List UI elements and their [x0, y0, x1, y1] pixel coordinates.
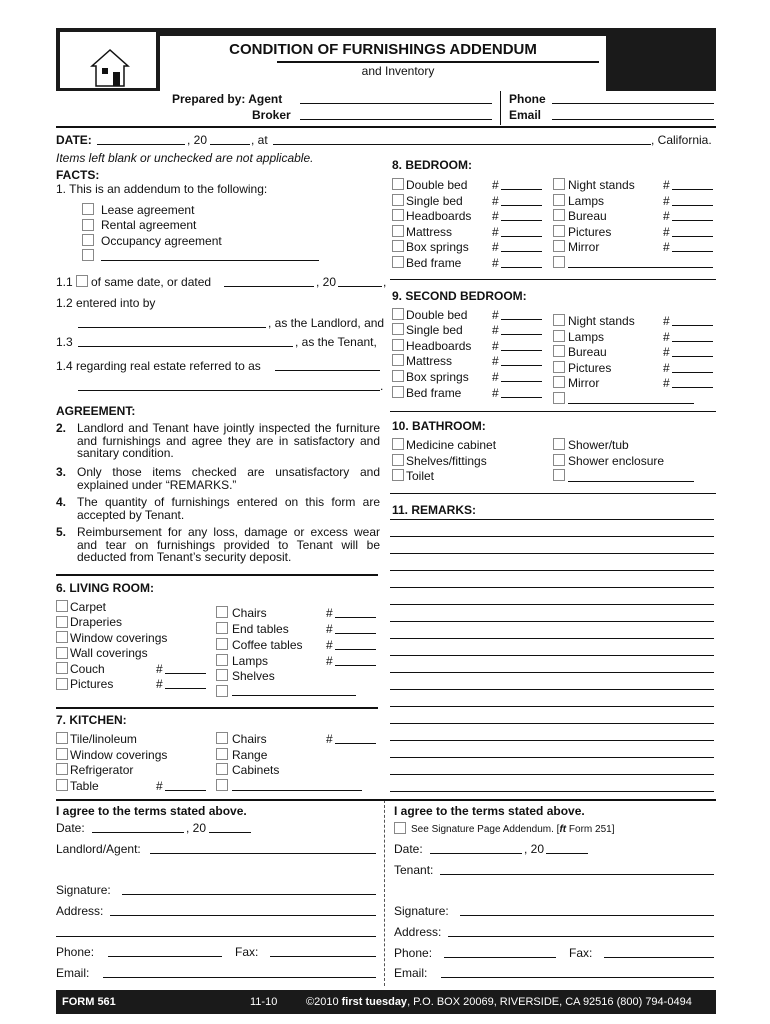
bed1-pictures-label: Pictures [568, 225, 612, 239]
bed1-bed-frame-checkbox[interactable] [392, 256, 404, 268]
bathroom-heading: 10. BATHROOM: [392, 419, 486, 433]
table-hash: # [156, 779, 163, 793]
bed2-single-qty-field[interactable] [501, 334, 542, 335]
bed2-bureau-label: Bureau [568, 345, 607, 359]
shelves-fittings-label: Shelves/fittings [406, 454, 487, 468]
tenant-fax-field[interactable] [604, 957, 714, 958]
facts-heading: FACTS: [56, 168, 100, 182]
agreement-5-number: 5. [56, 525, 67, 539]
coffee-tables-hash: # [326, 638, 333, 652]
cabinets-label: Cabinets [232, 763, 280, 777]
tenant-email-field[interactable] [441, 977, 714, 978]
fact-1-3: 1.3 [56, 335, 73, 349]
landlord-phone-field[interactable] [108, 956, 222, 957]
end-tables-checkbox[interactable] [216, 622, 228, 634]
remarks-line[interactable] [390, 519, 714, 520]
bed2-bed-frame-hash: # [492, 386, 499, 400]
bed2-pictures-qty-field[interactable] [672, 372, 713, 373]
bed1-mattress-checkbox[interactable] [392, 225, 404, 237]
same-date-checkbox[interactable] [76, 275, 88, 287]
remarks-line[interactable] [390, 774, 714, 775]
bed2-lamps-qty-field[interactable] [672, 341, 713, 342]
bed2-bed-frame-qty-field[interactable] [501, 397, 542, 398]
at-label: , at [251, 133, 268, 147]
landlord-phone-label: Phone: [56, 945, 95, 959]
form-subtitle: and Inventory [361, 64, 435, 78]
lr-lamps-hash: # [326, 654, 333, 668]
toilet-label: Toilet [406, 469, 435, 483]
see-signature-text-b: Form 251] [566, 824, 615, 835]
bed2-mirror-qty-field[interactable] [672, 387, 713, 388]
window-coverings-label: Window coverings [70, 631, 168, 645]
bed1-night-stands-hash: # [663, 178, 670, 192]
fact-1-4: 1.4 regarding real estate referred to as [56, 359, 261, 373]
bed1-single-qty-field[interactable] [501, 205, 542, 206]
bed1-bed-frame-label: Bed frame [406, 256, 462, 270]
date-year-prefix: , 20 [187, 133, 208, 147]
agreement-3-number: 3. [56, 465, 67, 479]
lr-chairs-qty-field[interactable] [335, 617, 376, 618]
tenant-field[interactable] [440, 874, 714, 875]
remarks-line[interactable] [390, 553, 714, 554]
bed2-double-hash: # [492, 308, 499, 322]
bed1-bureau-checkbox[interactable] [553, 209, 565, 221]
landlord-date-label: Date: [56, 821, 85, 835]
bed1-lamps-qty-field[interactable] [672, 205, 713, 206]
bed2-night-stands-label: Night stands [568, 314, 635, 328]
kitchen-heading: 7. KITCHEN: [56, 713, 127, 727]
living-room-heading: 6. LIVING ROOM: [56, 581, 155, 595]
shower-enclosure-label: Shower enclosure [568, 454, 665, 468]
date-field[interactable] [97, 144, 185, 145]
shelves-fittings-checkbox[interactable] [392, 454, 404, 466]
bed2-single-hash: # [492, 323, 499, 337]
bed2-mattress-hash: # [492, 354, 499, 368]
bed1-mirror-label: Mirror [568, 240, 600, 254]
bed2-night-stands-hash: # [663, 314, 670, 328]
bath-other-checkbox[interactable] [553, 469, 565, 481]
bed1-headboards-qty-field[interactable] [501, 220, 542, 221]
bed1-box-springs-label: Box springs [406, 240, 469, 254]
bed1-mirror-checkbox[interactable] [553, 240, 565, 252]
broker-field[interactable] [300, 119, 492, 120]
landlord-name-field[interactable] [78, 327, 266, 328]
bed1-mirror-qty-field[interactable] [672, 251, 713, 252]
shelves-checkbox[interactable] [216, 669, 228, 681]
landlord-email-label: Email: [56, 966, 90, 980]
bed2-bed-frame-label: Bed frame [406, 386, 462, 400]
k-other-checkbox[interactable] [216, 779, 228, 791]
bed1-pictures-checkbox[interactable] [553, 225, 565, 237]
bed1-mattress-hash: # [492, 225, 499, 239]
copyright-address: , P.O. BOX 20069, RIVERSIDE, CA 92516 (800) 794-0494 [407, 996, 692, 1008]
shelves-label: Shelves [232, 669, 275, 683]
lr-other-field[interactable] [232, 695, 356, 696]
header-rule [56, 126, 716, 128]
tenant-fax-label: Fax: [569, 946, 593, 960]
occupancy-checkbox[interactable] [82, 234, 94, 246]
bed1-mirror-hash: # [663, 240, 670, 254]
lr-chairs-hash: # [326, 606, 333, 620]
tenant-address-field[interactable] [448, 936, 714, 937]
bed1-bed-frame-hash: # [492, 256, 499, 270]
bed1-box-springs-checkbox[interactable] [392, 240, 404, 252]
bed2-box-springs-hash: # [492, 370, 499, 384]
k-window-coverings-checkbox[interactable] [56, 748, 68, 760]
lr-chairs-label: Chairs [232, 606, 267, 620]
couch-qty-field[interactable] [165, 673, 206, 674]
tenant-address-label: Address: [394, 925, 442, 939]
bed2-bed-frame-checkbox[interactable] [392, 386, 404, 398]
date-year-field[interactable] [210, 144, 250, 145]
remarks-line[interactable] [390, 638, 714, 639]
tenant-agree-text: I agree to the terms stated above. [394, 804, 585, 818]
bed1-box-springs-hash: # [492, 240, 499, 254]
bed2-mirror-label: Mirror [568, 376, 600, 390]
see-signature-checkbox[interactable] [394, 822, 406, 834]
bed1-double-label: Double bed [406, 178, 468, 192]
footer-copyright [306, 995, 692, 1009]
remarks-line[interactable] [390, 723, 714, 724]
bed1-pictures-hash: # [663, 225, 670, 239]
bed1-lamps-hash: # [663, 194, 670, 208]
remarks-line[interactable] [390, 740, 714, 741]
carpet-checkbox[interactable] [56, 600, 68, 612]
bed2-lamps-hash: # [663, 330, 670, 344]
dated-year-field[interactable] [338, 286, 382, 287]
bed1-bureau-qty-field[interactable] [672, 220, 713, 221]
couch-label: Couch [70, 662, 105, 676]
second-bedroom-rule [390, 411, 716, 412]
bed2-mattress-label: Mattress [406, 354, 453, 368]
bed1-pictures-qty-field[interactable] [672, 236, 713, 237]
bed2-single-checkbox[interactable] [392, 323, 404, 335]
bed1-bureau-hash: # [663, 209, 670, 223]
lr-lamps-checkbox[interactable] [216, 654, 228, 666]
remarks-line[interactable] [390, 587, 714, 588]
refrigerator-checkbox[interactable] [56, 763, 68, 775]
remarks-line[interactable] [390, 689, 714, 690]
fact-1-2: 1.2 entered into by [56, 296, 156, 310]
bed2-night-stands-qty-field[interactable] [672, 325, 713, 326]
bed2-box-springs-checkbox[interactable] [392, 370, 404, 382]
remarks-line[interactable] [390, 536, 714, 537]
bed2-mirror-checkbox[interactable] [553, 376, 565, 388]
range-label: Range [232, 748, 268, 762]
facts-item-1: 1. This is an addendum to the following: [56, 182, 268, 196]
signature-section-rule [56, 799, 716, 801]
bed1-single-label: Single bed [406, 194, 463, 208]
bed2-other-field[interactable] [568, 403, 694, 404]
prepared-by-label: Prepared by: Agent [172, 92, 283, 106]
living-room-rule [56, 707, 378, 709]
bed2-lamps-checkbox[interactable] [553, 330, 565, 342]
other-agreement-checkbox[interactable] [82, 249, 94, 261]
header-email-field[interactable] [552, 119, 714, 120]
remarks-line[interactable] [390, 655, 714, 656]
landlord-signature-label: Signature: [56, 883, 111, 897]
bed2-mattress-checkbox[interactable] [392, 354, 404, 366]
bed1-single-checkbox[interactable] [392, 194, 404, 206]
bed2-box-springs-qty-field[interactable] [501, 381, 542, 382]
lr-other-checkbox[interactable] [216, 685, 228, 697]
window-coverings-checkbox[interactable] [56, 631, 68, 643]
agreement-heading: AGREEMENT: [56, 404, 136, 418]
shower-enclosure-checkbox[interactable] [553, 454, 565, 466]
landlord-email-field[interactable] [103, 977, 376, 978]
k-chairs-label: Chairs [232, 732, 267, 746]
bed2-double-qty-field[interactable] [501, 319, 542, 320]
wall-coverings-checkbox[interactable] [56, 647, 68, 659]
bed1-mattress-qty-field[interactable] [501, 236, 542, 237]
refrigerator-label: Refrigerator [70, 763, 134, 777]
bed2-night-stands-checkbox[interactable] [553, 314, 565, 326]
toilet-checkbox[interactable] [392, 469, 404, 481]
dated-comma: , [383, 275, 387, 289]
real-estate-field-2[interactable] [78, 390, 380, 391]
k-chairs-checkbox[interactable] [216, 732, 228, 744]
remarks-line[interactable] [390, 791, 714, 792]
range-checkbox[interactable] [216, 748, 228, 760]
dated-field[interactable] [224, 286, 314, 287]
form-revision: 11-10 [250, 996, 278, 1008]
remarks-heading: 11. REMARKS: [392, 503, 477, 517]
as-tenant-label: , as the Tenant, [295, 335, 377, 349]
bed2-pictures-hash: # [663, 361, 670, 375]
remarks-line[interactable] [390, 621, 714, 622]
k-window-coverings-label: Window coverings [70, 748, 168, 762]
remarks-line[interactable] [390, 706, 714, 707]
landlord-fax-label: Fax: [235, 945, 259, 959]
bed1-other-field[interactable] [568, 267, 713, 268]
bed2-mirror-hash: # [663, 376, 670, 390]
fact-1-1-number: 1.1 [56, 275, 73, 289]
bed1-night-stands-checkbox[interactable] [553, 178, 565, 190]
location-field[interactable] [273, 144, 651, 145]
landlord-address-field[interactable] [110, 915, 376, 916]
bed2-double-label: Double bed [406, 308, 468, 322]
lease-checkbox[interactable] [82, 203, 94, 215]
bed1-box-springs-qty-field[interactable] [501, 251, 542, 252]
landlord-year-prefix: , 20 [186, 821, 207, 835]
house-icon [88, 46, 132, 90]
remarks-line[interactable] [390, 757, 714, 758]
bed2-box-springs-label: Box springs [406, 370, 469, 384]
bath-other-field[interactable] [568, 481, 694, 482]
coffee-tables-label: Coffee tables [232, 638, 303, 652]
coffee-tables-checkbox[interactable] [216, 638, 228, 650]
same-date-label: of same date, or dated [91, 275, 212, 289]
remarks-line[interactable] [390, 604, 714, 605]
column-divider [384, 800, 385, 986]
k-chairs-hash: # [326, 732, 333, 746]
tenant-email-label: Email: [394, 966, 428, 980]
tile-label: Tile/linoleum [70, 732, 137, 746]
bed1-night-stands-label: Night stands [568, 178, 635, 192]
agreement-5-text: Reimbursement for any loss, damage or excess wear and tear on furnishings provided to Tenant will be deducted from Tenant’s security deposit. [77, 525, 380, 564]
form-title: CONDITION OF FURNISHINGS ADDENDUM [229, 41, 537, 58]
lr-lamps-qty-field[interactable] [335, 665, 376, 666]
agreement-2-text: Landlord and Tenant have jointly inspected the furniture and furnishings and agree they are in satisfactory and sanitary condition. [77, 421, 380, 460]
phone-label: Phone [509, 92, 546, 106]
title-underline [277, 61, 599, 63]
landlord-year-field[interactable] [209, 832, 251, 833]
pictures-hash: # [156, 677, 163, 691]
bed1-lamps-checkbox[interactable] [553, 194, 565, 206]
see-signature-text-a: See Signature Page Addendum. [ [411, 824, 560, 835]
bed2-headboards-checkbox[interactable] [392, 339, 404, 351]
landlord-date-field[interactable] [92, 832, 184, 833]
bed2-single-label: Single bed [406, 323, 463, 337]
bed2-mattress-qty-field[interactable] [501, 365, 542, 366]
landlord-address-label: Address: [56, 904, 104, 918]
bed2-headboards-qty-field[interactable] [501, 350, 542, 351]
bed1-bed-frame-qty-field[interactable] [501, 267, 542, 268]
agreement-4-text: The quantity of furnishings entered on this form are accepted by Tenant. [77, 495, 380, 522]
bed1-double-checkbox[interactable] [392, 178, 404, 190]
pictures-checkbox[interactable] [56, 678, 68, 690]
bed2-other-checkbox[interactable] [553, 392, 565, 404]
agreement-4-number: 4. [56, 495, 67, 509]
bed2-headboards-hash: # [492, 339, 499, 353]
date-label: DATE: [56, 133, 92, 147]
agreement-rule [56, 574, 378, 576]
medicine-cabinet-label: Medicine cabinet [406, 438, 497, 452]
end-tables-label: End tables [232, 622, 289, 636]
table-qty-field[interactable] [165, 790, 206, 791]
wall-coverings-label: Wall coverings [70, 646, 148, 660]
california-label: , California. [651, 133, 712, 147]
pictures-qty-field[interactable] [165, 688, 206, 689]
bed2-bureau-qty-field[interactable] [672, 356, 713, 357]
end-tables-qty-field[interactable] [335, 633, 376, 634]
bed2-bureau-hash: # [663, 345, 670, 359]
table-label: Table [70, 779, 99, 793]
medicine-cabinet-checkbox[interactable] [392, 438, 404, 450]
bedroom-rule [390, 279, 716, 280]
tenant-signature-label: Signature: [394, 904, 449, 918]
carpet-label: Carpet [70, 600, 107, 614]
end-tables-hash: # [326, 622, 333, 636]
agent-field[interactable] [300, 103, 492, 104]
header-divider [500, 91, 501, 125]
tenant-date-label: Date: [394, 842, 423, 856]
remarks-line[interactable] [390, 672, 714, 673]
remarks-line[interactable] [390, 570, 714, 571]
header-phone-field[interactable] [552, 103, 714, 104]
landlord-address-field-2[interactable] [56, 936, 376, 937]
bed1-headboards-label: Headboards [406, 209, 472, 223]
occupancy-label: Occupancy agreement [101, 234, 222, 248]
lr-lamps-label: Lamps [232, 654, 269, 668]
couch-checkbox[interactable] [56, 662, 68, 674]
table-checkbox[interactable] [56, 779, 68, 791]
bed1-mattress-label: Mattress [406, 225, 453, 239]
agreement-3-text: Only those items checked are unsatisfactory and explained under “REMARKS.” [77, 465, 380, 492]
draperies-label: Draperies [70, 615, 123, 629]
tenant-label: Tenant: [394, 863, 434, 877]
draperies-checkbox[interactable] [56, 616, 68, 628]
bed1-single-hash: # [492, 194, 499, 208]
landlord-signature-field[interactable] [122, 894, 376, 895]
tenant-signature-field[interactable] [460, 915, 714, 916]
landlord-agent-field[interactable] [150, 853, 376, 854]
coffee-tables-qty-field[interactable] [335, 649, 376, 650]
broker-label: Broker [252, 108, 291, 122]
tenant-phone-label: Phone: [394, 946, 433, 960]
bed2-double-checkbox[interactable] [392, 308, 404, 320]
bed1-bureau-label: Bureau [568, 209, 607, 223]
tenant-year-prefix: , 20 [524, 842, 545, 856]
bed1-night-stands-qty-field[interactable] [672, 189, 713, 190]
bed2-bureau-checkbox[interactable] [553, 345, 565, 357]
real-estate-field[interactable] [275, 370, 380, 371]
lr-chairs-checkbox[interactable] [216, 606, 228, 618]
k-chairs-qty-field[interactable] [335, 743, 376, 744]
couch-hash: # [156, 662, 163, 676]
first-tuesday-brand: first tuesday [341, 996, 408, 1008]
bed1-double-qty-field[interactable] [501, 189, 542, 190]
bed1-headboards-checkbox[interactable] [392, 209, 404, 221]
real-estate-period: . [380, 379, 384, 393]
bed2-pictures-checkbox[interactable] [553, 361, 565, 373]
landlord-fax-field[interactable] [270, 956, 376, 957]
bedroom-heading: 8. BEDROOM: [392, 158, 473, 172]
bed2-lamps-label: Lamps [568, 330, 605, 344]
copyright-prefix: ©2010 [306, 996, 342, 1008]
second-bedroom-heading: 9. SECOND BEDROOM: [392, 289, 527, 303]
bed2-headboards-label: Headboards [406, 339, 472, 353]
tenant-name-field[interactable] [78, 346, 293, 347]
email-label: Email [509, 108, 542, 122]
cabinets-checkbox[interactable] [216, 763, 228, 775]
shower-tub-label: Shower/tub [568, 438, 629, 452]
other-agreement-field[interactable] [101, 260, 319, 261]
lease-label: Lease agreement [101, 203, 195, 217]
rental-checkbox[interactable] [82, 219, 94, 231]
ft-brand: ft [559, 824, 567, 835]
pictures-label: Pictures [70, 677, 114, 691]
bathroom-rule [390, 493, 716, 494]
see-signature-text [411, 823, 614, 837]
shower-tub-checkbox[interactable] [553, 438, 565, 450]
as-landlord-label: , as the Landlord, and [268, 316, 385, 330]
form-number: FORM 561 [62, 996, 116, 1008]
rental-label: Rental agreement [101, 218, 197, 232]
landlord-agree-text: I agree to the terms stated above. [56, 804, 247, 818]
landlord-agent-label: Landlord/Agent: [56, 842, 141, 856]
bed1-headboards-hash: # [492, 209, 499, 223]
tenant-date-field[interactable] [430, 853, 522, 854]
tenant-year-field[interactable] [546, 853, 588, 854]
dated-year-prefix: , 20 [316, 275, 337, 289]
bed1-lamps-label: Lamps [568, 194, 605, 208]
tile-checkbox[interactable] [56, 732, 68, 744]
agreement-2-number: 2. [56, 421, 67, 435]
bed2-pictures-label: Pictures [568, 361, 612, 375]
blank-note: Items left blank or unchecked are not applicable. [56, 151, 314, 165]
k-other-field[interactable] [232, 790, 362, 791]
bed1-other-checkbox[interactable] [553, 256, 565, 268]
tenant-phone-field[interactable] [444, 957, 556, 958]
bed1-double-hash: # [492, 178, 499, 192]
